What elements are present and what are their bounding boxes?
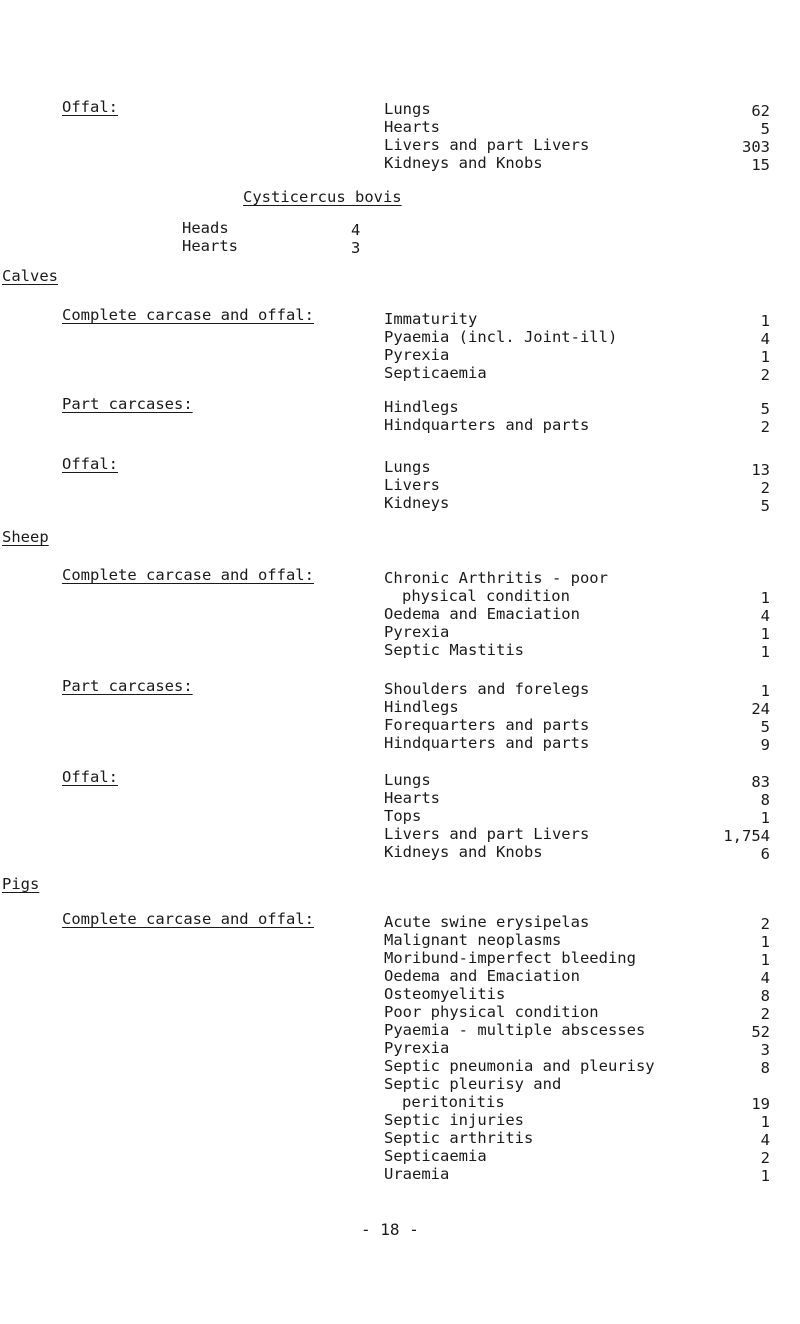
pigs-complete-item: Malignant neoplasms	[384, 931, 562, 949]
pigs-complete-count: 1	[760, 1167, 770, 1185]
offal-count-lungs: 62	[751, 102, 770, 120]
pigs-complete-count: 1	[760, 1113, 770, 1131]
calves-part-item: Hindlegs	[384, 398, 459, 416]
offal-count-livers: 303	[742, 138, 770, 156]
pigs-complete-item: Uraemia	[384, 1165, 450, 1183]
calves-complete-item: Pyrexia	[384, 346, 450, 364]
pigs-complete-label: Complete carcase and offal:	[62, 910, 314, 928]
calves-part-count: 5	[760, 400, 770, 418]
pigs-complete-count: 4	[760, 969, 770, 987]
cysticercus-count-heads: 4	[351, 221, 361, 239]
sheep-complete-count: 1	[760, 643, 770, 661]
pigs-complete-count: 1	[760, 951, 770, 969]
sheep-offal-count: 1,754	[723, 827, 770, 845]
sheep-complete-item: physical condition	[402, 587, 570, 605]
sheep-part-count: 5	[760, 718, 770, 736]
offal-item-lungs: Lungs	[384, 100, 431, 118]
sheep-part-count: 9	[760, 736, 770, 754]
sheep-complete-item: Septic Mastitis	[384, 641, 524, 659]
sheep-offal-label: Offal:	[62, 768, 118, 786]
sheep-offal-item: Kidneys and Knobs	[384, 843, 543, 861]
calves-offal-label: Offal:	[62, 455, 118, 473]
sheep-offal-count: 83	[751, 773, 770, 791]
offal-item-livers: Livers and part Livers	[384, 136, 590, 154]
sheep-part-label: Part carcases:	[62, 677, 193, 695]
sheep-offal-item: Livers and part Livers	[384, 825, 590, 843]
calves-complete-count: 1	[760, 312, 770, 330]
sheep-part-item: Forequarters and parts	[384, 716, 590, 734]
sheep-part-item: Hindlegs	[384, 698, 459, 716]
offal-item-kidneys: Kidneys and Knobs	[384, 154, 543, 172]
pigs-complete-item: peritonitis	[402, 1093, 505, 1111]
pigs-heading: Pigs	[2, 875, 40, 893]
cysticercus-title: Cysticercus bovis	[243, 188, 402, 206]
sheep-offal-item: Lungs	[384, 771, 431, 789]
calves-part-count: 2	[760, 418, 770, 436]
pigs-complete-item: Moribund-imperfect bleeding	[384, 949, 636, 967]
pigs-complete-item: Septicaemia	[384, 1147, 487, 1165]
pigs-complete-count: 4	[760, 1131, 770, 1149]
calves-offal-item: Livers	[384, 476, 440, 494]
calves-offal-count: 13	[751, 461, 770, 479]
calves-complete-count: 4	[760, 330, 770, 348]
offal-count-hearts: 5	[760, 120, 770, 138]
calves-complete-item: Pyaemia (incl. Joint-ill)	[384, 328, 618, 346]
sheep-complete-item: Oedema and Emaciation	[384, 605, 580, 623]
calves-complete-item: Immaturity	[384, 310, 478, 328]
pigs-complete-item: Poor physical condition	[384, 1003, 599, 1021]
offal-count-kidneys: 15	[751, 156, 770, 174]
calves-complete-label: Complete carcase and offal:	[62, 306, 314, 324]
pigs-complete-count: 52	[751, 1023, 770, 1041]
cysticercus-item-hearts: Hearts	[182, 237, 238, 255]
pigs-complete-count: 2	[760, 915, 770, 933]
pigs-complete-item: Septic arthritis	[384, 1129, 534, 1147]
sheep-offal-count: 1	[760, 809, 770, 827]
sheep-offal-count: 6	[760, 845, 770, 863]
pigs-complete-item: Septic pleurisy and	[384, 1075, 562, 1093]
sheep-offal-count: 8	[760, 791, 770, 809]
sheep-complete-item: Chronic Arthritis - poor	[384, 569, 608, 587]
sheep-heading: Sheep	[2, 528, 49, 546]
sheep-complete-count: 4	[760, 607, 770, 625]
cysticercus-count-hearts: 3	[351, 239, 361, 257]
sheep-part-item: Hindquarters and parts	[384, 734, 590, 752]
calves-complete-count: 1	[760, 348, 770, 366]
sheep-part-item: Shoulders and forelegs	[384, 680, 590, 698]
pigs-complete-item: Septic pneumonia and pleurisy	[384, 1057, 655, 1075]
calves-offal-count: 2	[760, 479, 770, 497]
sheep-complete-count: 1	[760, 589, 770, 607]
pigs-complete-count: 19	[751, 1095, 770, 1113]
calves-offal-item: Kidneys	[384, 494, 450, 512]
pigs-complete-item: Oedema and Emaciation	[384, 967, 580, 985]
pigs-complete-item: Acute swine erysipelas	[384, 913, 590, 931]
cysticercus-item-heads: Heads	[182, 219, 229, 237]
sheep-offal-item: Tops	[384, 807, 422, 825]
sheep-part-count: 24	[751, 700, 770, 718]
sheep-complete-count: 1	[760, 625, 770, 643]
sheep-complete-label: Complete carcase and offal:	[62, 566, 314, 584]
pigs-complete-count: 8	[760, 987, 770, 1005]
page-number: - 18 -	[361, 1220, 419, 1239]
offal-item-hearts: Hearts	[384, 118, 440, 136]
pigs-complete-count: 2	[760, 1149, 770, 1167]
pigs-complete-count: 3	[760, 1041, 770, 1059]
pigs-complete-item: Septic injuries	[384, 1111, 524, 1129]
sheep-part-count: 1	[760, 682, 770, 700]
calves-offal-item: Lungs	[384, 458, 431, 476]
pigs-complete-item: Pyaemia - multiple abscesses	[384, 1021, 646, 1039]
calves-part-item: Hindquarters and parts	[384, 416, 590, 434]
sheep-offal-item: Hearts	[384, 789, 440, 807]
calves-part-label: Part carcases:	[62, 395, 193, 413]
pigs-complete-item: Osteomyelitis	[384, 985, 506, 1003]
calves-complete-count: 2	[760, 366, 770, 384]
sheep-complete-item: Pyrexia	[384, 623, 450, 641]
calves-complete-item: Septicaemia	[384, 364, 487, 382]
pigs-complete-count: 1	[760, 933, 770, 951]
pigs-complete-count: 8	[760, 1059, 770, 1077]
pigs-complete-item: Pyrexia	[384, 1039, 450, 1057]
pigs-complete-count: 2	[760, 1005, 770, 1023]
calves-offal-count: 5	[760, 497, 770, 515]
calves-heading: Calves	[2, 267, 58, 285]
offal-label: Offal:	[62, 98, 118, 116]
